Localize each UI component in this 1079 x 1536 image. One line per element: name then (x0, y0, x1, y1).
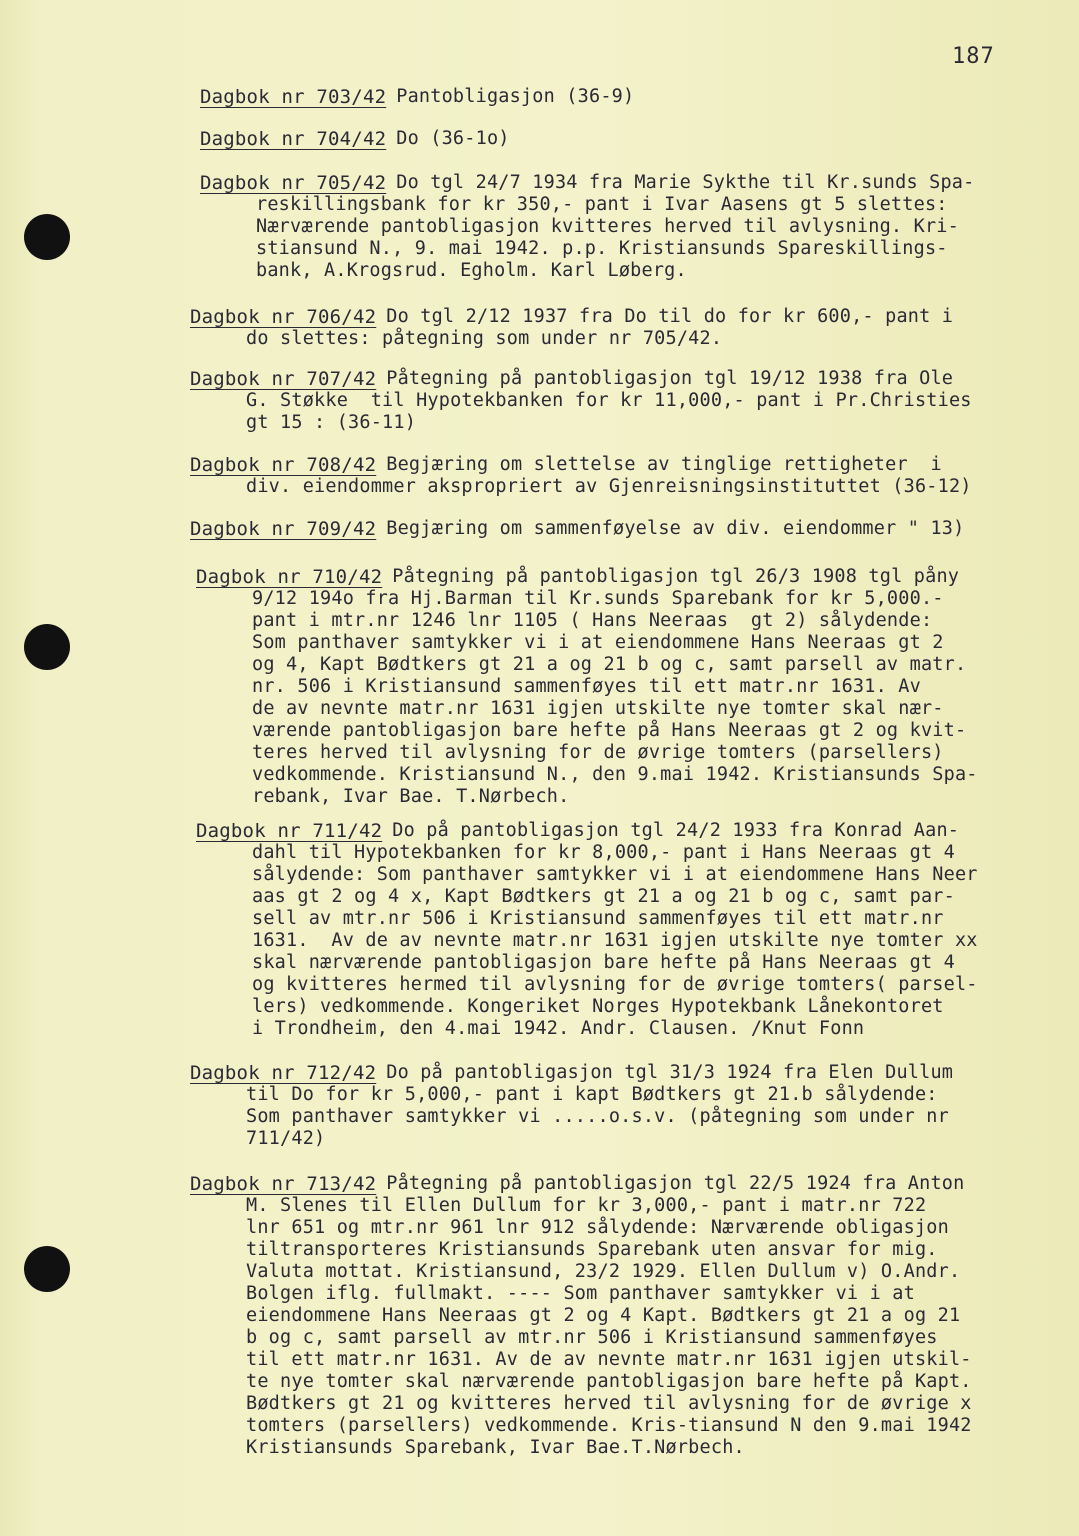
entry-text: Do tgl 2/12 1937 fra Do til do for kr 600,- pant i (386, 306, 954, 327)
entry-label: Dagbok nr 708/42 (190, 454, 377, 476)
entry-continuation-line: Nærværende pantobligasjon kvitteres herved til avlysning. Kri- (256, 216, 959, 237)
entry-continuation-line: vedkommende. Kristiansund N., den 9.mai 1942. Kristiansunds Spa- (252, 764, 978, 785)
entry-continuation-line: og 4, Kapt Bødtkers gt 21 a og 21 b og c, samt parsell av matr. (252, 654, 967, 675)
entry-text: Do på pantobligasjon tgl 31/3 1924 fra Elen Dullum (386, 1062, 954, 1083)
entry-continuation-line: i Trondheim, den 4.mai 1942. Andr. Clausen. /Knut Fonn (252, 1018, 865, 1039)
entry-label: Dagbok nr 707/42 (190, 368, 377, 390)
ledger-entry (0, 172, 1079, 282)
entry-continuation-line: 1631. Av de av nevnte matr.nr 1631 igjen utskilte nye tomter xx (252, 930, 978, 951)
entry-label: Dagbok nr 705/42 (200, 172, 387, 194)
entry-text: Do på pantobligasjon tgl 24/2 1933 fra Konrad Aan- (392, 820, 960, 841)
entry-text: Do (36-1o) (396, 128, 510, 149)
entry-continuation-line: Valuta mottat. Kristiansund, 23/2 1929. Ellen Dullum v) O.Andr. (246, 1261, 961, 1282)
entry-continuation-line: pant i mtr.nr 1246 lnr 1105 ( Hans Neeraas gt 2) sålydende: (252, 610, 933, 631)
entry-continuation-line: do slettes: påtegning som under nr 705/42. (246, 328, 723, 349)
entry-continuation-line: tomters (parsellers) vedkommende. Kris-tiansund N den 9.mai 1942 (246, 1415, 972, 1436)
entry-continuation-line: skal nærværende pantobligasjon bare hefte på Hans Neeraas gt 4 (252, 952, 955, 973)
ledger-entry (0, 518, 1079, 540)
entry-continuation-line: dahl til Hypotekbanken for kr 8,000,- pant i Hans Neeraas gt 4 (252, 842, 955, 863)
entry-text: Påtegning på pantobligasjon tgl 26/3 1908 tgl påny (392, 566, 960, 587)
entry-text: Do tgl 24/7 1934 fra Marie Sykthe til Kr.sunds Spa- (396, 172, 975, 193)
ledger-entry (0, 454, 1079, 498)
entry-continuation-line: til ett matr.nr 1631. Av de av nevnte matr.nr 1631 igjen utskil- (246, 1349, 972, 1370)
ledger-entry (0, 1062, 1079, 1150)
entry-text: Påtegning på pantobligasjon tgl 22/5 1924 fra Anton (386, 1173, 965, 1194)
entry-label: Dagbok nr 703/42 (200, 86, 387, 108)
entry-text: Begjæring om slettelse av tinglige rettigheter i (386, 454, 942, 475)
entry-continuation-line: sålydende: Som panthaver samtykker vi i at eiendommene Hans Neer (252, 864, 978, 885)
entry-label: Dagbok nr 709/42 (190, 518, 377, 540)
entry-continuation-line: Bødtkers gt 21 og kvitteres herved til avlysning for de øvrige x (246, 1393, 972, 1414)
entry-continuation-line: de av nevnte matr.nr 1631 igjen utskilte nye tomter skal nær- (252, 698, 944, 719)
ledger-entry (0, 306, 1079, 350)
ledger-entry (0, 820, 1079, 1040)
entry-label: Dagbok nr 706/42 (190, 306, 377, 328)
ledger-entry (0, 566, 1079, 808)
ledger-entry (0, 86, 1079, 108)
ledger-entry (0, 368, 1079, 434)
entry-continuation-line: div. eiendommer akspropriert av Gjenreisningsinstituttet (36-12) (246, 476, 972, 497)
entry-continuation-line: gt 15 : (36-11) (246, 412, 417, 433)
entry-continuation-line: te nye tomter skal nærværende pantobligasjon bare hefte på Kapt. (246, 1371, 972, 1392)
entry-continuation-line: 711/42) (246, 1128, 326, 1149)
entry-continuation-line: stiansund N., 9. mai 1942. p.p. Kristiansunds Spareskillings- (256, 238, 948, 259)
entry-text: Begjæring om sammenføyelse av div. eiendommer " 13) (386, 518, 965, 539)
entry-continuation-line: eiendommene Hans Neeraas gt 2 og 4 Kapt. Bødtkers gt 21 a og 21 (246, 1305, 961, 1326)
entry-text: Påtegning på pantobligasjon tgl 19/12 1938 fra Ole (386, 368, 954, 389)
entry-continuation-line: aas gt 2 og 4 x, Kapt Bødtkers gt 21 a og 21 b og c, samt par- (252, 886, 955, 907)
entry-label: Dagbok nr 704/42 (200, 128, 387, 150)
entry-label: Dagbok nr 710/42 (196, 566, 383, 588)
entry-continuation-line: bank, A.Krogsrud. Egholm. Karl Løberg. (256, 260, 687, 281)
entry-continuation-line: sell av mtr.nr 506 i Kristiansund sammenføyes til ett matr.nr (252, 908, 944, 929)
entry-continuation-line: tiltransporteres Kristiansunds Sparebank uten ansvar for mig. (246, 1239, 938, 1260)
entry-continuation-line: M. Slenes til Ellen Dullum for kr 3,000,- pant i matr.nr 722 (246, 1195, 927, 1216)
entry-continuation-line: Bolgen iflg. fullmakt. ---- Som panthaver samtykker vi i at (246, 1283, 915, 1304)
entry-continuation-line: og kvitteres hermed til avlysning for de øvrige tomters( parsel- (252, 974, 978, 995)
entry-continuation-line: Som panthaver samtykker vi i at eiendommene Hans Neeraas gt 2 (252, 632, 944, 653)
entry-continuation-line: Som panthaver samtykker vi .....o.s.v. (påtegning som under nr (246, 1106, 949, 1127)
entry-label: Dagbok nr 711/42 (196, 820, 383, 842)
ledger-entry (0, 128, 1079, 150)
entry-continuation-line: 9/12 194o fra Hj.Barman til Kr.sunds Sparebank for kr 5,000.- (252, 588, 944, 609)
entry-continuation-line: rebank, Ivar Bae. T.Nørbech. (252, 786, 570, 807)
entry-continuation-line: til Do for kr 5,000,- pant i kapt Bødtkers gt 21.b sålydende: (246, 1084, 938, 1105)
entry-continuation-line: G. Støkke til Hypotekbanken for kr 11,000,- pant i Pr.Christies (246, 390, 972, 411)
entry-continuation-line: reskillingsbank for kr 350,- pant i Ivar Aasens gt 5 slettes: (256, 194, 948, 215)
entry-continuation-line: værende pantobligasjon bare hefte på Hans Neeraas gt 2 og kvit- (252, 720, 967, 741)
entry-continuation-line: nr. 506 i Kristiansund sammenføyes til ett matr.nr 1631. Av (252, 676, 921, 697)
entry-continuation-line: lers) vedkommende. Kongeriket Norges Hypotekbank Lånekontoret (252, 996, 944, 1017)
ledger-entry (0, 1173, 1079, 1459)
entry-label: Dagbok nr 713/42 (190, 1173, 377, 1195)
entry-continuation-line: teres herved til avlysning for de øvrige tomters (parsellers) (252, 742, 944, 763)
entry-continuation-line: lnr 651 og mtr.nr 961 lnr 912 sålydende: Nærværende obligasjon (246, 1217, 949, 1238)
entry-continuation-line: Kristiansunds Sparebank, Ivar Bae.T.Nørbech. (246, 1437, 745, 1458)
entry-continuation-line: b og c, samt parsell av mtr.nr 506 i Kristiansund sammenføyes (246, 1327, 938, 1348)
entry-label: Dagbok nr 712/42 (190, 1062, 377, 1084)
page-number: 187 (952, 44, 995, 69)
entry-text: Pantobligasjon (36-9) (396, 86, 635, 107)
